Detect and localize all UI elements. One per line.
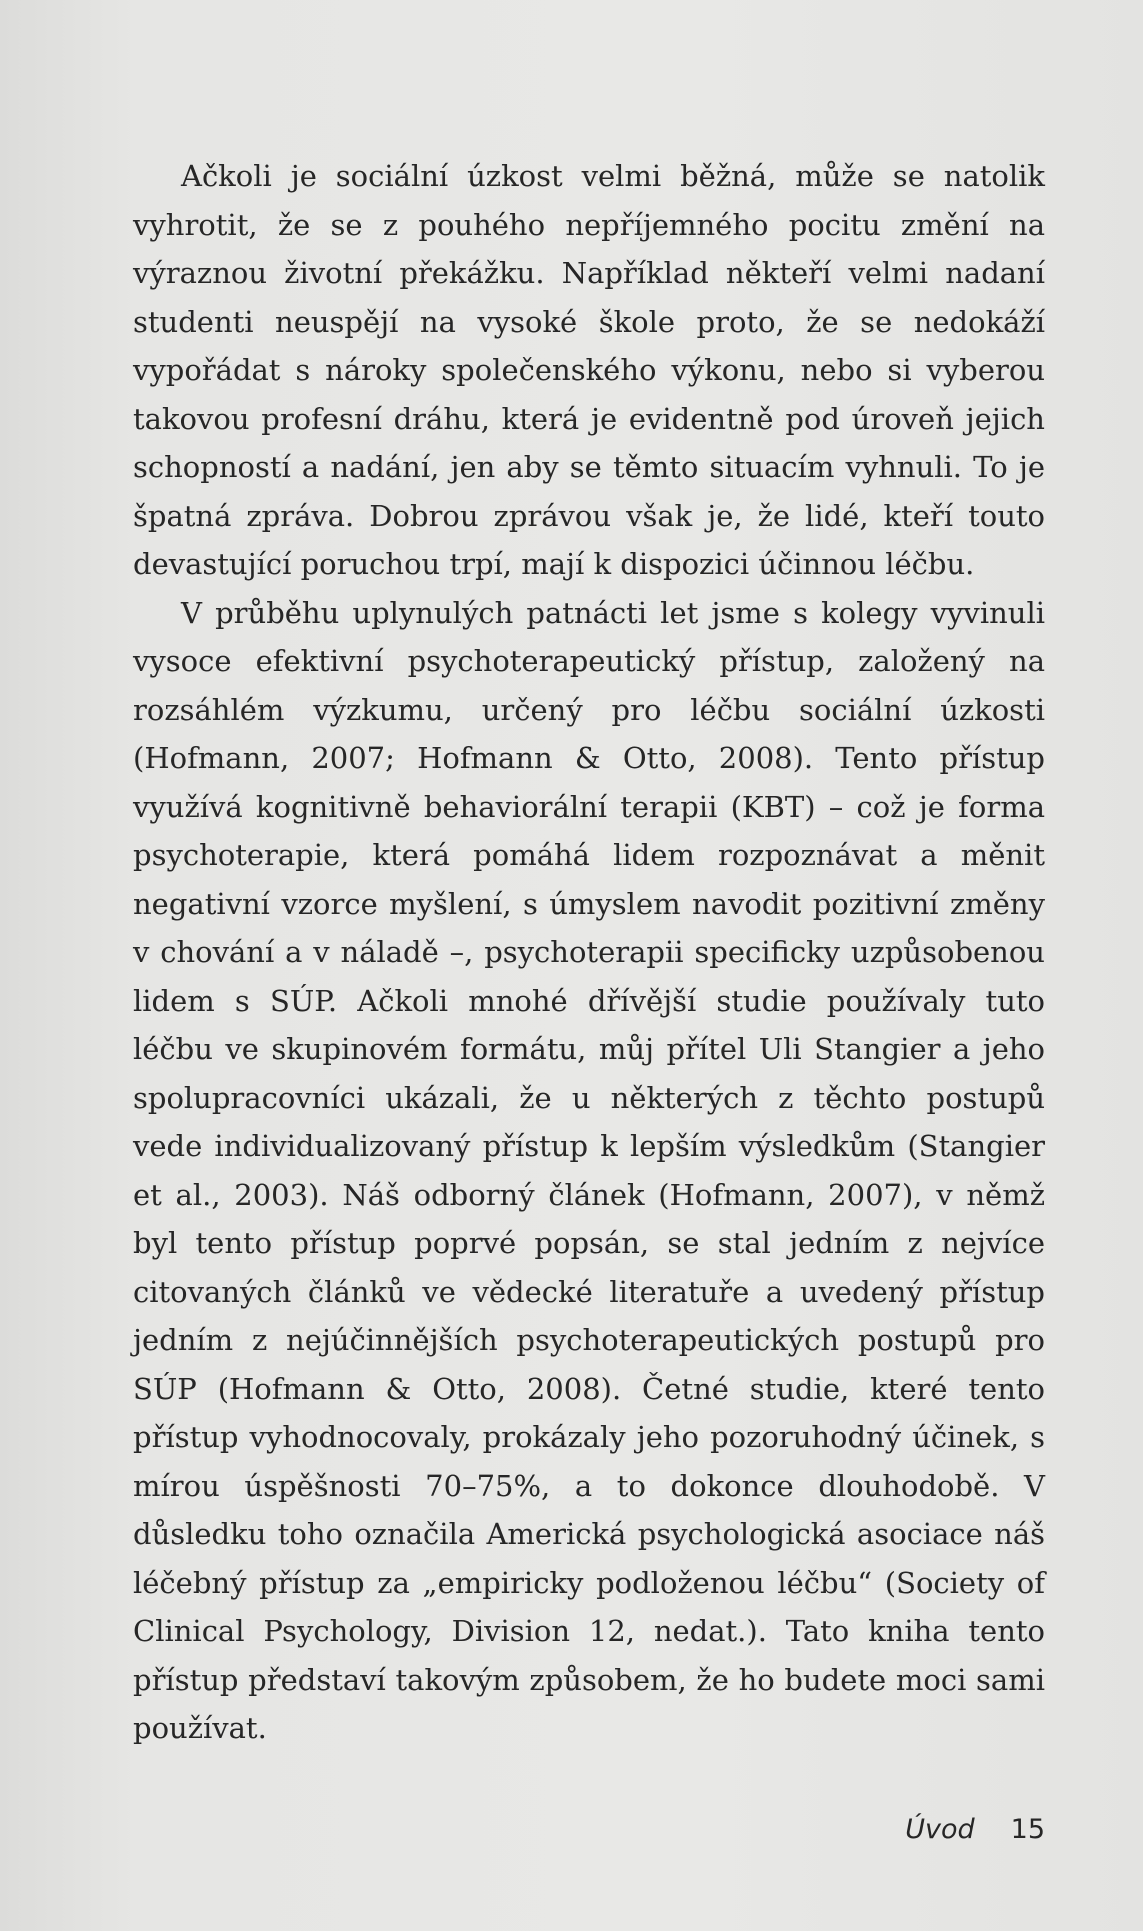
running-footer-section: Úvod xyxy=(905,1814,975,1845)
body-text xyxy=(133,152,1045,1753)
page-footer xyxy=(905,1814,1045,1845)
page-number: 15 xyxy=(1010,1814,1045,1845)
paragraph-2: V průběhu uplynulých patnácti let jsme s kolegy vyvinuli vysoce efektivní psychoterapeutický přístup, založený na rozsáhlém výzkumu, určený pro léčbu sociální úzkosti (Hofmann, 2007; Hofmann & Otto, 2008). Tento přístup využívá kognitivně behaviorální terapii (KBT) – což je forma psychoterapie, která pomáhá lidem rozpoznávat a měnit negativní vzorce myšlení, s úmyslem navodit pozitivní změny v chování a v náladě –, psychoterapii specificky uzpůsobenou lidem s SÚP. Ačkoli mnohé dřívější studie používaly tuto léčbu ve skupinovém formátu, můj přítel Uli Stangier a jeho spolupracovníci ukázali, že u některých z těchto postupů vede individualizovaný přístup k lepším výsledkům (Stangier et al., 2003). Náš odborný článek (Hofmann, 2007), v němž byl tento přístup poprvé popsán, se stal jedním z nejvíce citovaných článků ve vědecké literatuře a uvedený přístup jedním z nejúčinnějších psychoterapeutických postupů pro SÚP (Hofmann & Otto, 2008). Četné studie, které tento přístup vyhodnocovaly, prokázaly jeho pozoruhodný účinek, s mírou úspěšnosti 70–75%, a to dokonce dlouhodobě. V důsledku toho označila Americká psychologická asociace náš léčebný přístup za „empiricky podloženou léčbu“ (Society of Clinical Psychology, Division 12, nedat.). Tato kniha tento přístup představí takovým způsobem, že ho budete moci sami používat. xyxy=(133,595,1045,1745)
paragraph-1: Ačkoli je sociální úzkost velmi běžná, může se natolik vyhrotit, že se z pouhého nepříjemného pocitu změní na výraznou životní překážku. Například někteří velmi nadaní studenti neuspějí na vysoké škole proto, že se nedokáží vypořádat s nároky společenského výkonu, nebo si vyberou takovou profesní dráhu, která je evidentně pod úroveň jejich schopností a nadání, jen aby se těmto situacím vyhnuli. To je špatná zpráva. Dobrou zprávou však je, že lidé, kteří touto devastující poruchou trpí, mají k dispozici účinnou léčbu. xyxy=(133,159,1045,581)
